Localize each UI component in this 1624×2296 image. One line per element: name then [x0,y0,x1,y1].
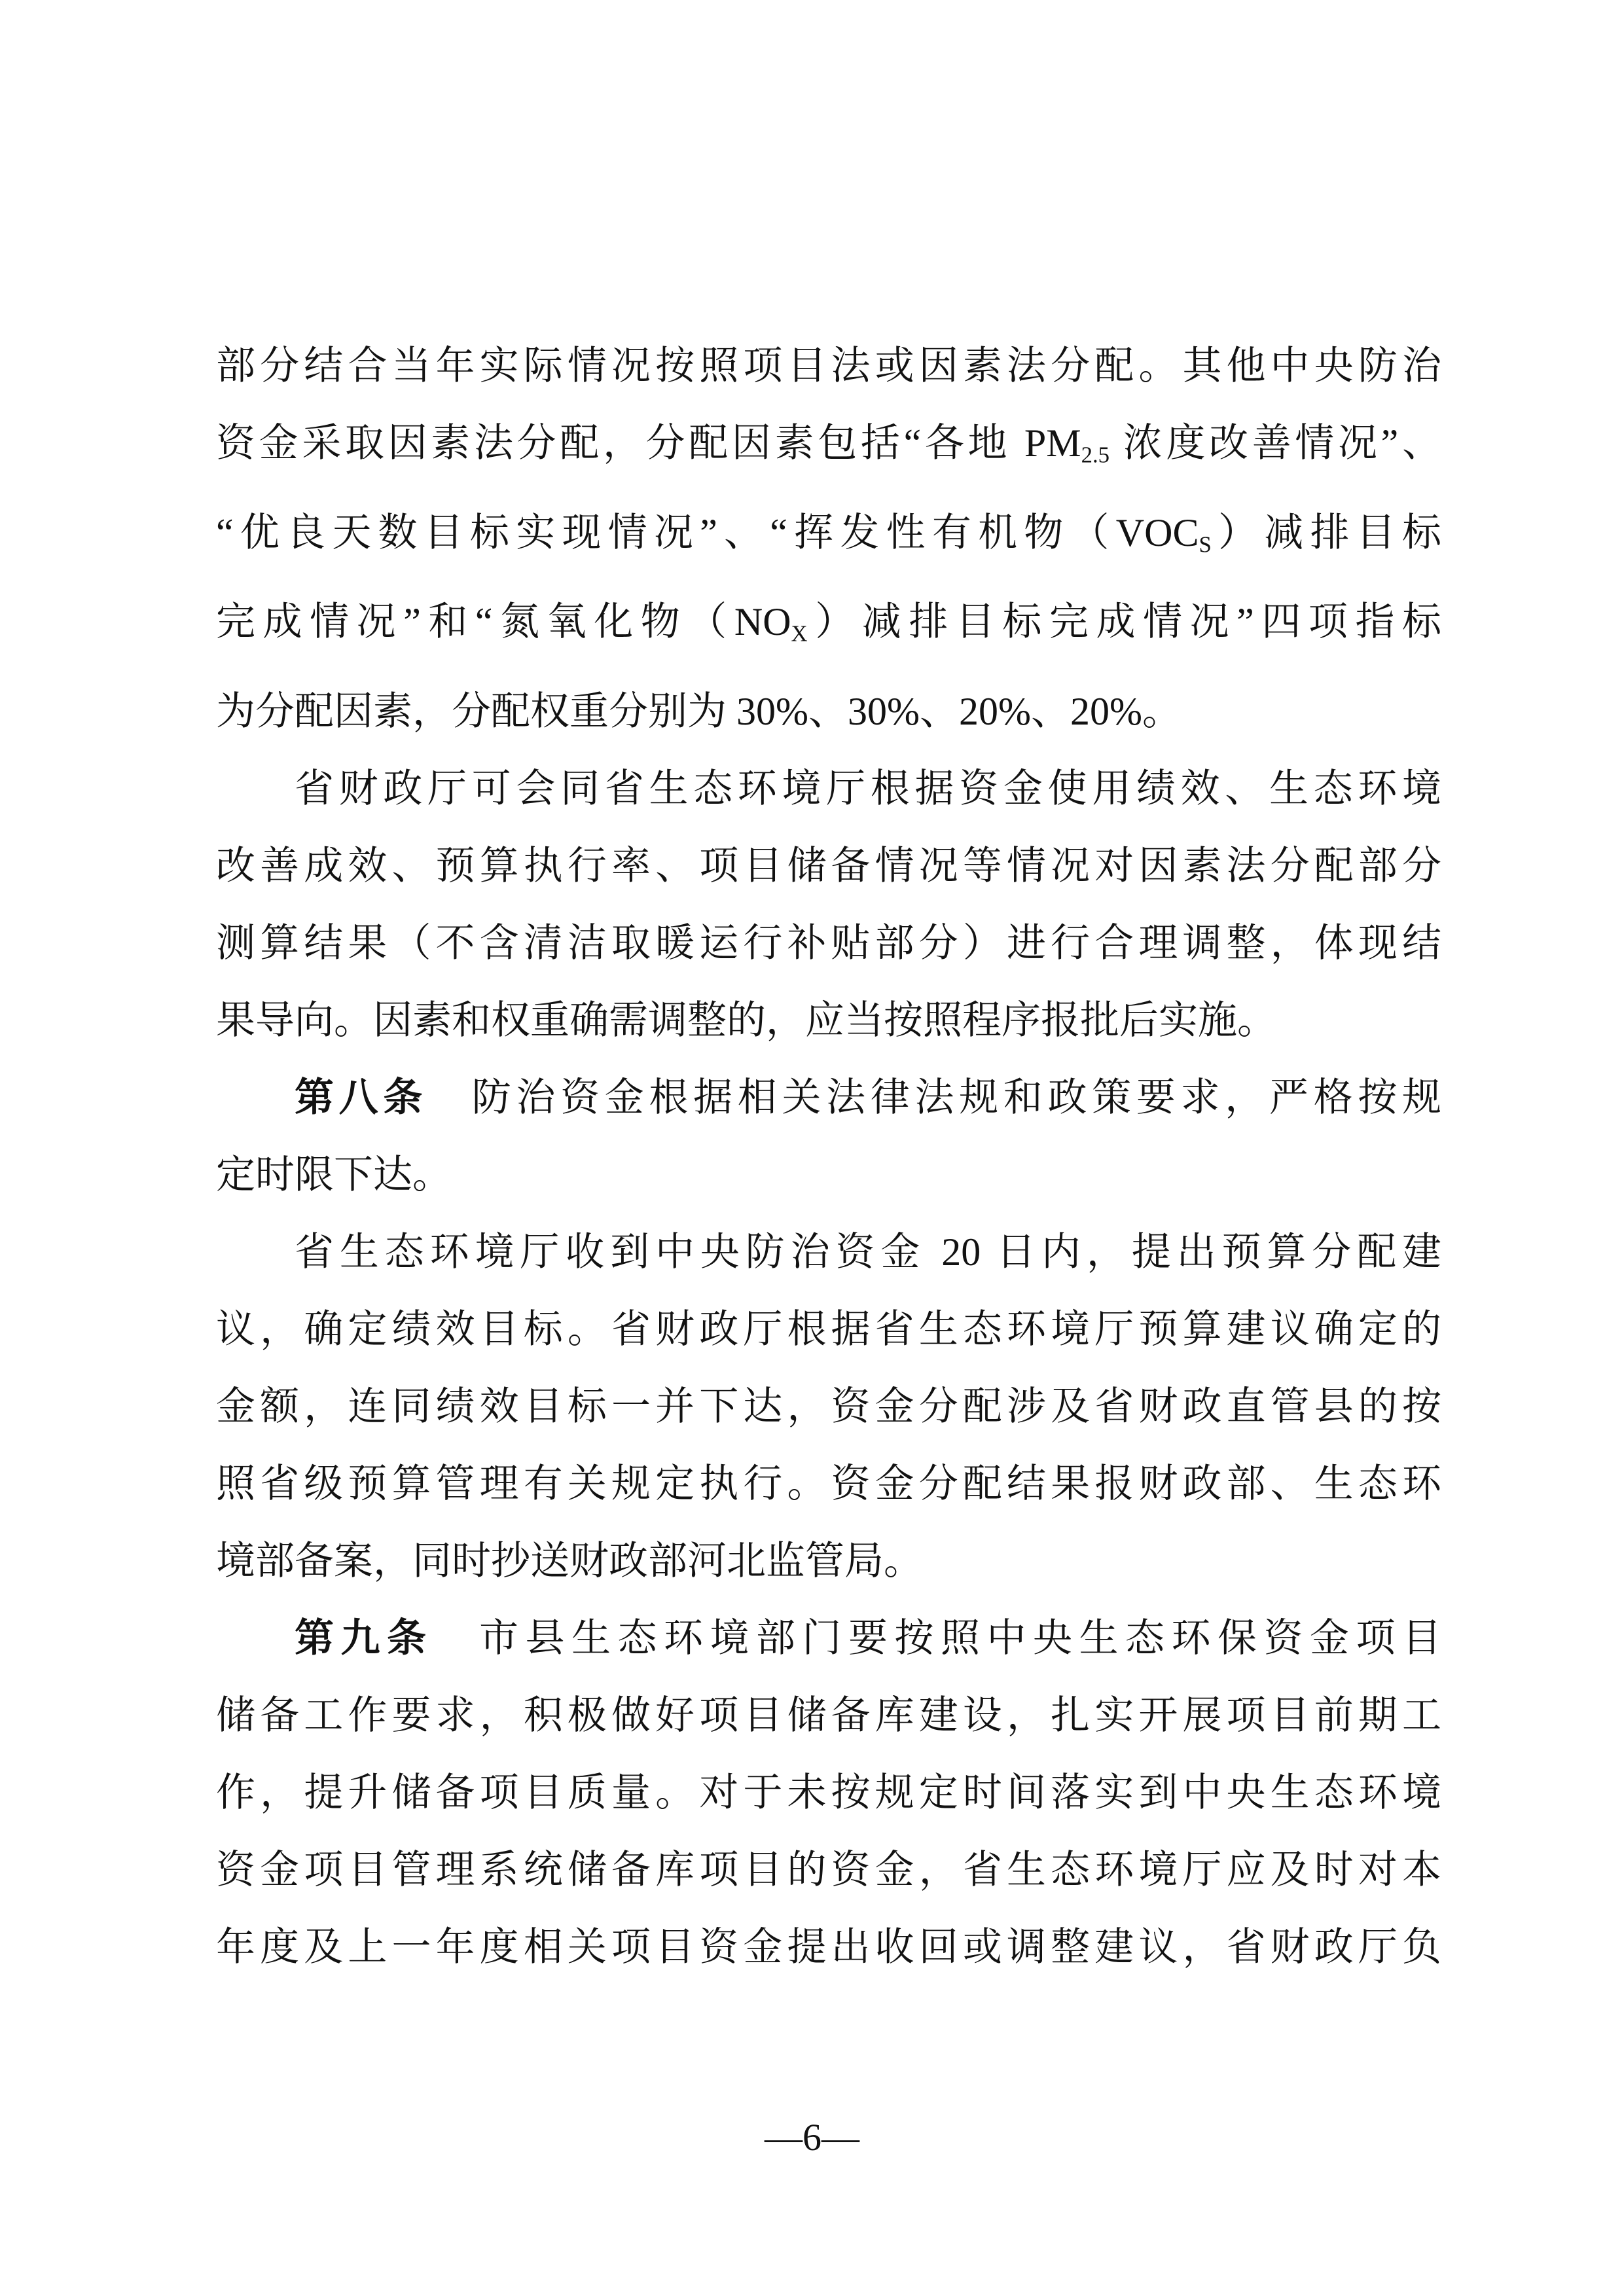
article-heading: 第八条 [295,1076,428,1120]
text-segment: 20% [1070,690,1142,734]
text-line-5 [216,673,1441,750]
text-line-14 [216,1368,1441,1445]
text-segment: 测算结果（不含清洁取暖运行补贴部分）进行合理调整，体现结 [216,922,1441,965]
text-line-7 [216,827,1441,905]
text-line-15 [216,1445,1441,1522]
text-segment: X [791,621,808,647]
text-segment: VOC [1115,511,1199,554]
text-line-21 [216,1909,1441,1986]
text-segment: 果导向。因素和权重确需调整的，应当按照程序报批后实施。 [216,999,1276,1043]
text-segment: NO [734,600,791,644]
text-segment: 市县生态环境部门要按照中央生态环保资金项目 [433,1617,1441,1660]
text-line-12 [216,1213,1441,1291]
text-line-16 [216,1522,1441,1600]
text-line-19 [216,1754,1441,1831]
text-line-1 [216,327,1441,404]
text-segment: 省财政厅可会同省生态环境厅根据资金使用绩效、生态环境 [295,767,1441,811]
text-segment: 、 [808,690,848,734]
text-segment: 。 [1142,690,1182,734]
text-segment: S [1199,531,1212,558]
text-line-6 [216,750,1441,827]
text-segment: 年度及上一年度相关项目资金提出收回或调整建议，省财政厅负 [216,1926,1441,1969]
text-segment: 境部备案，同时抄送财政部河北监管局。 [216,1539,923,1583]
text-line-11 [216,1136,1441,1213]
text-segment: 资金项目管理系统储备库项目的资金，省生态环境厅应及时对本 [216,1848,1441,1892]
text-segment: 30% [847,690,920,734]
text-segment: 作，提升储备项目质量。对于未按规定时间落实到中央生态环境 [216,1771,1441,1815]
text-segment: 日内，提出预算分配建 [981,1230,1442,1274]
text-segment: 议，确定绩效目标。省财政厅根据省生态环境厅预算建议确定的 [216,1308,1441,1352]
text-line-8 [216,905,1441,982]
text-segment: 部分结合当年实际情况按照项目法或因素法分配。其他中央防治 [216,344,1441,387]
text-line-13 [216,1291,1441,1368]
text-line-17 [216,1600,1441,1677]
article-heading: 第九条 [295,1617,433,1660]
text-segment: 定时限下达。 [216,1153,452,1197]
text-segment: 储备工作要求，积极做好项目储备库建设，扎实开展项目前期工 [216,1694,1441,1738]
text-segment: ）减排目标完成情况”四项指标 [807,600,1441,644]
text-segment: 为分配因素，分配权重分别为 [216,690,736,734]
text-line-3 [216,494,1441,584]
text-segment: 20% [958,690,1031,734]
text-line-10 [216,1059,1441,1136]
document-body [216,327,1441,1986]
text-segment: 2.5 [1081,442,1110,468]
text-segment: 、 [1030,690,1070,734]
text-segment: ）减排目标 [1211,511,1441,554]
text-segment: 资金采取因素法分配，分配因素包括“各地 [216,422,1024,465]
text-segment: 省生态环境厅收到中央防治资金 [295,1230,942,1274]
text-segment: “优良天数目标实现情况”、“挥发性有机物（ [216,511,1116,554]
text-segment: 完成情况”和“氮氧化物（ [216,600,734,644]
text-segment: 照省级预算管理有关规定执行。资金分配结果报财政部、生态环 [216,1462,1441,1506]
text-segment: 浓度改善情况”、 [1110,422,1441,465]
text-line-2 [216,404,1441,494]
text-segment: 改善成效、预算执行率、项目储备情况等情况对因素法分配部分 [216,844,1441,888]
page-number: —6— [765,2116,859,2159]
text-line-4 [216,583,1441,673]
text-segment: 、 [919,690,959,734]
text-segment: PM [1024,422,1081,465]
text-line-18 [216,1677,1441,1754]
text-segment: 30% [736,690,808,734]
text-segment: 防治资金根据相关法律法规和政策要求，严格按规 [427,1076,1442,1120]
text-segment: 20 [941,1230,981,1274]
text-segment: 金额，连同绩效目标一并下达，资金分配涉及省财政直管县的按 [216,1385,1441,1429]
text-line-9 [216,982,1441,1059]
text-line-20 [216,1831,1441,1909]
